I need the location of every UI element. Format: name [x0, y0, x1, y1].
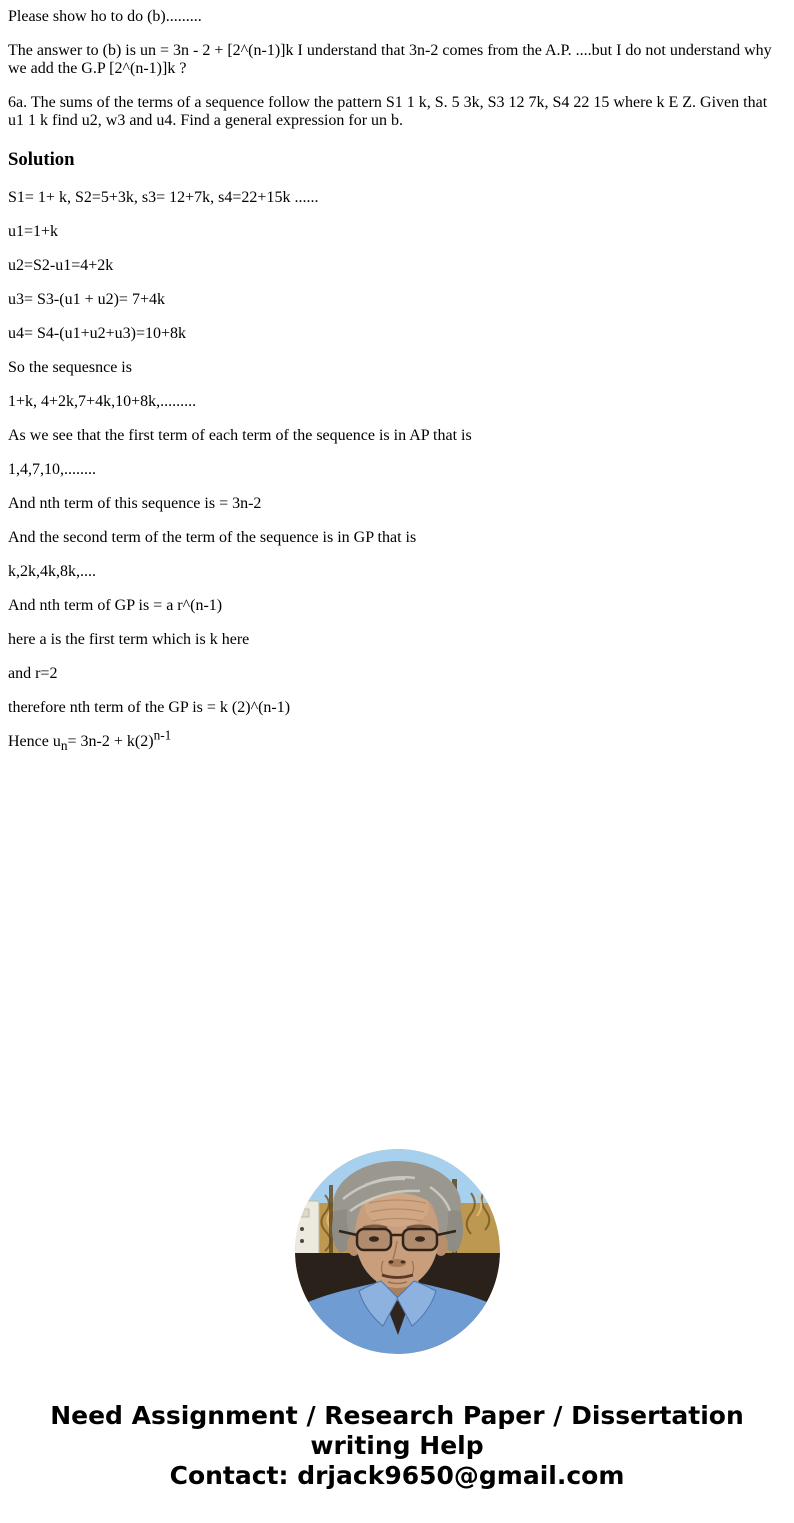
- wall-seam-left: [329, 1185, 333, 1255]
- nostril-left: [388, 1261, 393, 1264]
- solution-step-4: u3= S3-(u1 + u2)= 7+4k: [8, 291, 165, 309]
- avatar-container: [8, 1149, 786, 1354]
- solution-step-10: And nth term of this sequence is = 3n-2: [8, 495, 262, 513]
- tutor-avatar: [295, 1149, 500, 1354]
- solution-step-12: k,2k,4k,8k,....: [8, 563, 96, 581]
- problem-statement: 6a. The sums of the terms of a sequence follow the pattern S1 1 k, S. 5 3k, S3 12 7k, S4 22 15 where k E Z. Given that u1 1 k find u2, w3 and u4. Find a general expression for un b.: [8, 94, 768, 129]
- solution-step-7: 1+k, 4+2k,7+4k,10+8k,.........: [8, 393, 197, 411]
- footer-help-line1: Need Assignment / Research Paper / Dissertation: [50, 1401, 744, 1431]
- final-formula-superscript: n-1: [153, 728, 172, 744]
- footer-help-text: [8, 1401, 786, 1461]
- solution-step-2: u1=1+k: [8, 223, 59, 241]
- solution-step-13: And nth term of GP is = a r^(n-1): [8, 597, 223, 615]
- tutor-photo-illustration: [295, 1149, 500, 1354]
- solution-step-5: u4= S4-(u1+u2+u3)=10+8k: [8, 325, 186, 343]
- solution-heading: Solution: [8, 148, 75, 170]
- solution-step-6: So the sequesnce is: [8, 359, 132, 377]
- solution-step-9: 1,4,7,10,........: [8, 461, 96, 479]
- solution-step-15: and r=2: [8, 665, 58, 683]
- final-formula-prefix: Hence u: [8, 733, 61, 751]
- solution-step-3: u2=S2-u1=4+2k: [8, 257, 114, 275]
- solution-step-16: therefore nth term of the GP is = k (2)^(n-1): [8, 699, 291, 717]
- footer-help-line2: writing Help: [310, 1431, 484, 1461]
- solution-step-11: And the second term of the term of the sequence is in GP that is: [8, 529, 417, 547]
- document: [8, 8, 786, 1491]
- question-intro: Please show ho to do (b).........: [8, 8, 202, 25]
- solution-step-8: As we see that the first term of each term of the sequence is in AP that is: [8, 427, 472, 445]
- footer-banner: [8, 1401, 786, 1491]
- final-formula-middle: = 3n-2 + k(2): [67, 733, 154, 751]
- solution-step-1: S1= 1+ k, S2=5+3k, s3= 12+7k, s4=22+15k ......: [8, 189, 319, 207]
- final-formula-subscript: n: [60, 738, 68, 754]
- footer-contact: Contact: drjack9650@gmail.com: [169, 1461, 625, 1491]
- solution-step-14: here a is the first term which is k here: [8, 631, 250, 649]
- question-detail: The answer to (b) is un = 3n - 2 + [2^(n-1)]k I understand that 3n-2 comes from the A.P. ....but I do not understand why we add the G.P [2^(n-1)]k ?: [8, 42, 772, 77]
- solution-final-formula: [8, 728, 786, 754]
- nostril-right: [400, 1261, 405, 1264]
